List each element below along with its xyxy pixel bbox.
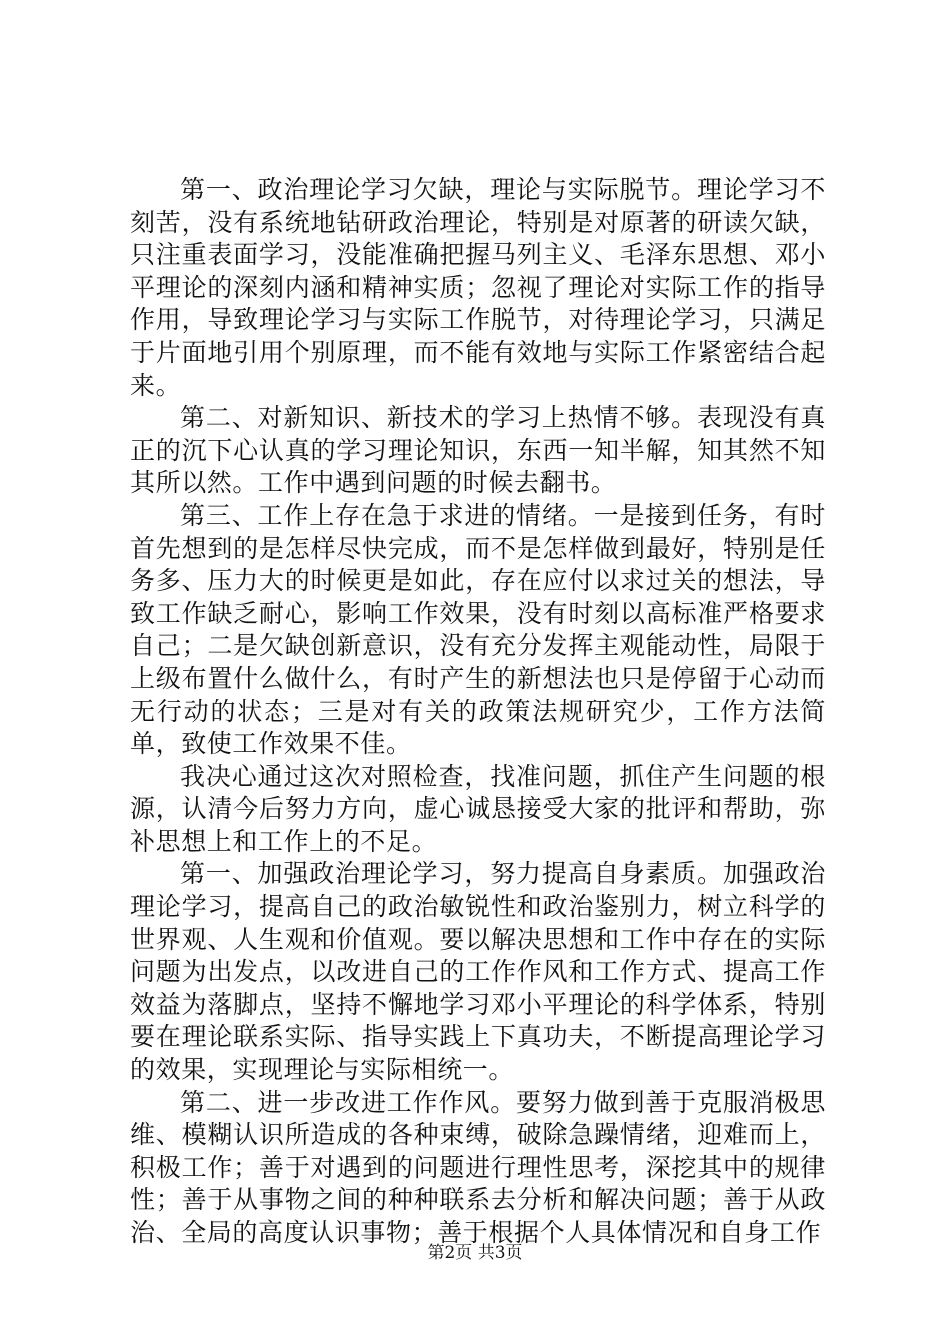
paragraph-improve-style: 第二、进一步改进工作作风。要努力做到善于克服消极思维、模糊认识所造成的各种束缚，破除急躁情绪，迎难而上，积极工作；善于对遇到的问题进行理性思考，深挖其中的规律性；善于从事物之间的种种联系去分析和解决问题；善于从政治、全局的高度认识事物；善于根据个人具体情况和自身工作: [130, 1087, 826, 1247]
paragraph-work-attitude: 第三、工作上存在急于求进的情绪。一是接到任务，有时首先想到的是怎样尽快完成，而不是怎样做到最好，特别是任务多、压力大的时候更是如此，存在应付以求过关的想法，导致工作缺乏耐心，影响工作效果，没有时刻以高标准严格要求自己；二是欠缺创新意识，没有充分发挥主观能动性，局限于上级布置什么做什么，有时产生的新想法也只是停留于心动而无行动的状态；三是对有关的政策法规研究少，工作方法简单，致使工作效果不佳。: [130, 500, 826, 759]
paragraph-new-knowledge: 第二、对新知识、新技术的学习上热情不够。表现没有真正的沉下心认真的学习理论知识，东西一知半解，知其然不知其所以然。工作中遇到问题的时候去翻书。: [130, 403, 826, 498]
page-footer: 第2页 共3页: [427, 1243, 523, 1263]
paragraph-strengthen-study: 第一、加强政治理论学习，努力提高自身素质。加强政治理论学习，提高自己的政治敏锐性和政治鉴别力，树立科学的世界观、人生观和价值观。要以解决思想和工作中存在的实际问题为出发点，以改进自己的工作作风和工作方式、提高工作效益为落脚点，坚持不懈地学习邓小平理论的科学体系，特别要在理论联系实际、指导实践上下真功夫，不断提高理论学习的效果，实现理论与实际相统一。: [130, 859, 826, 1085]
paragraph-resolution: 我决心通过这次对照检查，找准问题，抓住产生问题的根源，认清今后努力方向，虚心诚恳接受大家的批评和帮助，弥补思想上和工作上的不足。: [130, 761, 826, 856]
paragraph-political-theory: 第一、政治理论学习欠缺，理论与实际脱节。理论学习不刻苦，没有系统地钻研政治理论，特别是对原著的研读欠缺，只注重表面学习，没能准确把握马列主义、毛泽东思想、邓小平理论的深刻内涵和精神实质；忽视了理论对实际工作的指导作用，导致理论学习与实际工作脱节，对待理论学习，只满足于片面地引用个别原理，而不能有效地与实际工作紧密结合起来。: [130, 175, 826, 400]
document-body: [130, 174, 826, 1250]
